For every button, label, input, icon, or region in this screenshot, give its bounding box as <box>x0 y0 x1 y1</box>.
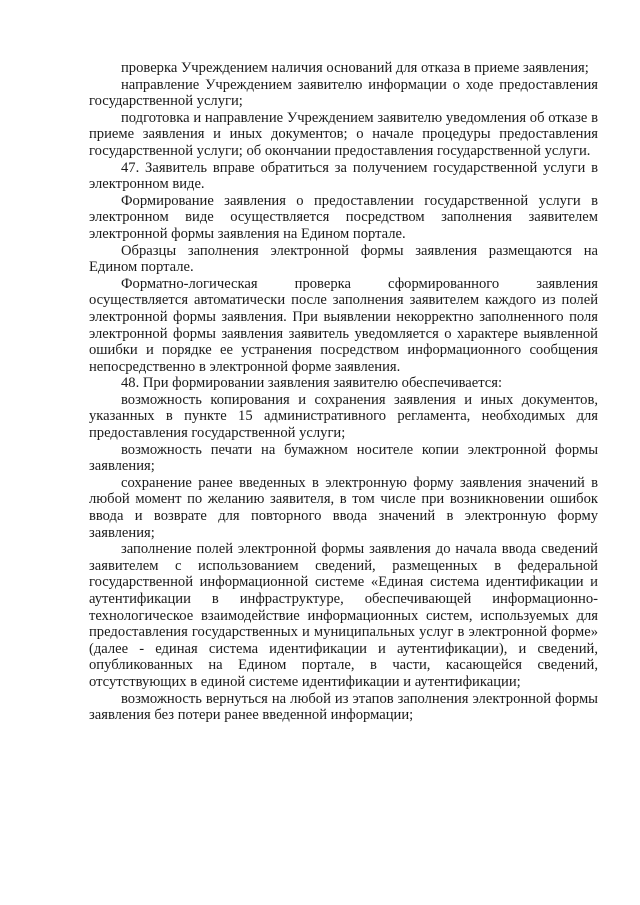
paragraph-print: возможность печати на бумажном носителе копии электронной формы заявления; <box>89 441 598 475</box>
paragraph-return-steps: возможность вернуться на любой из этапов заполнения электронной формы заявления без потери ранее введенной информации; <box>89 690 598 724</box>
paragraph-format-check: Форматно-логическая проверка сформированного заявления осуществляется автоматически после заполнения заявителем каждого из полей электронной формы заявления. При выявлении некорректно заполненного поля электронной формы заявления заявитель уведомляется о характере выявленной ошибки и порядке ее устранения посредством информационного сообщения непосредственно в электронной форме заявления. <box>89 275 598 375</box>
paragraph-notification: подготовка и направление Учреждением заявителю уведомления об отказе в приеме заявления и иных документов; о начале процедуры предоставления государственной услуги; об окончании предоставления государственной услуги. <box>89 109 598 159</box>
paragraph-save-values: сохранение ранее введенных в электронную форму заявления значений в любой момент по желанию заявителя, в том числе при возникновении ошибок ввода и возврате для повторного ввода значений в электронную форму заявления; <box>89 474 598 541</box>
paragraph-47: 47. Заявитель вправе обратиться за получением государственной услуги в электронном виде. <box>89 159 598 193</box>
paragraph-refusal-check: проверка Учреждением наличия оснований для отказа в приеме заявления; <box>121 60 589 76</box>
paragraph-prefill: заполнение полей электронной формы заявления до начала ввода сведений заявителем с использованием сведений, размещенных в федеральной государственной информационной системе «Единая система идентификации и аутентификации в инфраструктуре, обеспечивающей информационно-технологическое взаимодействие информационных систем, используемых для предоставления государственных и муниципальных услуг в электронной форме» (далее - единая система идентификации и аутентификации), и сведений, опубликованных на Едином портале, в части, касающейся сведений, отсутствующих в единой системе идентификации и аутентификации; <box>89 541 598 690</box>
paragraph-samples: Образцы заполнения электронной формы заявления размещаются на Едином портале. <box>89 242 598 276</box>
paragraph-form-creation: Формирование заявления о предоставлении государственной услуги в электронном виде осуществляется посредством заполнения заявителем электронной формы заявления на Едином портале. <box>89 192 598 242</box>
paragraph-copy-save: возможность копирования и сохранения заявления и иных документов, указанных в пункте 15 административного регламента, необходимых для предоставления государственной услуги; <box>89 391 598 442</box>
paragraph-progress-info: направление Учреждением заявителю информации о ходе предоставления государственной услуги; <box>89 76 598 110</box>
paragraph-48: 48. При формировании заявления заявителю обеспечивается: <box>121 375 503 392</box>
document-page <box>89 60 598 724</box>
